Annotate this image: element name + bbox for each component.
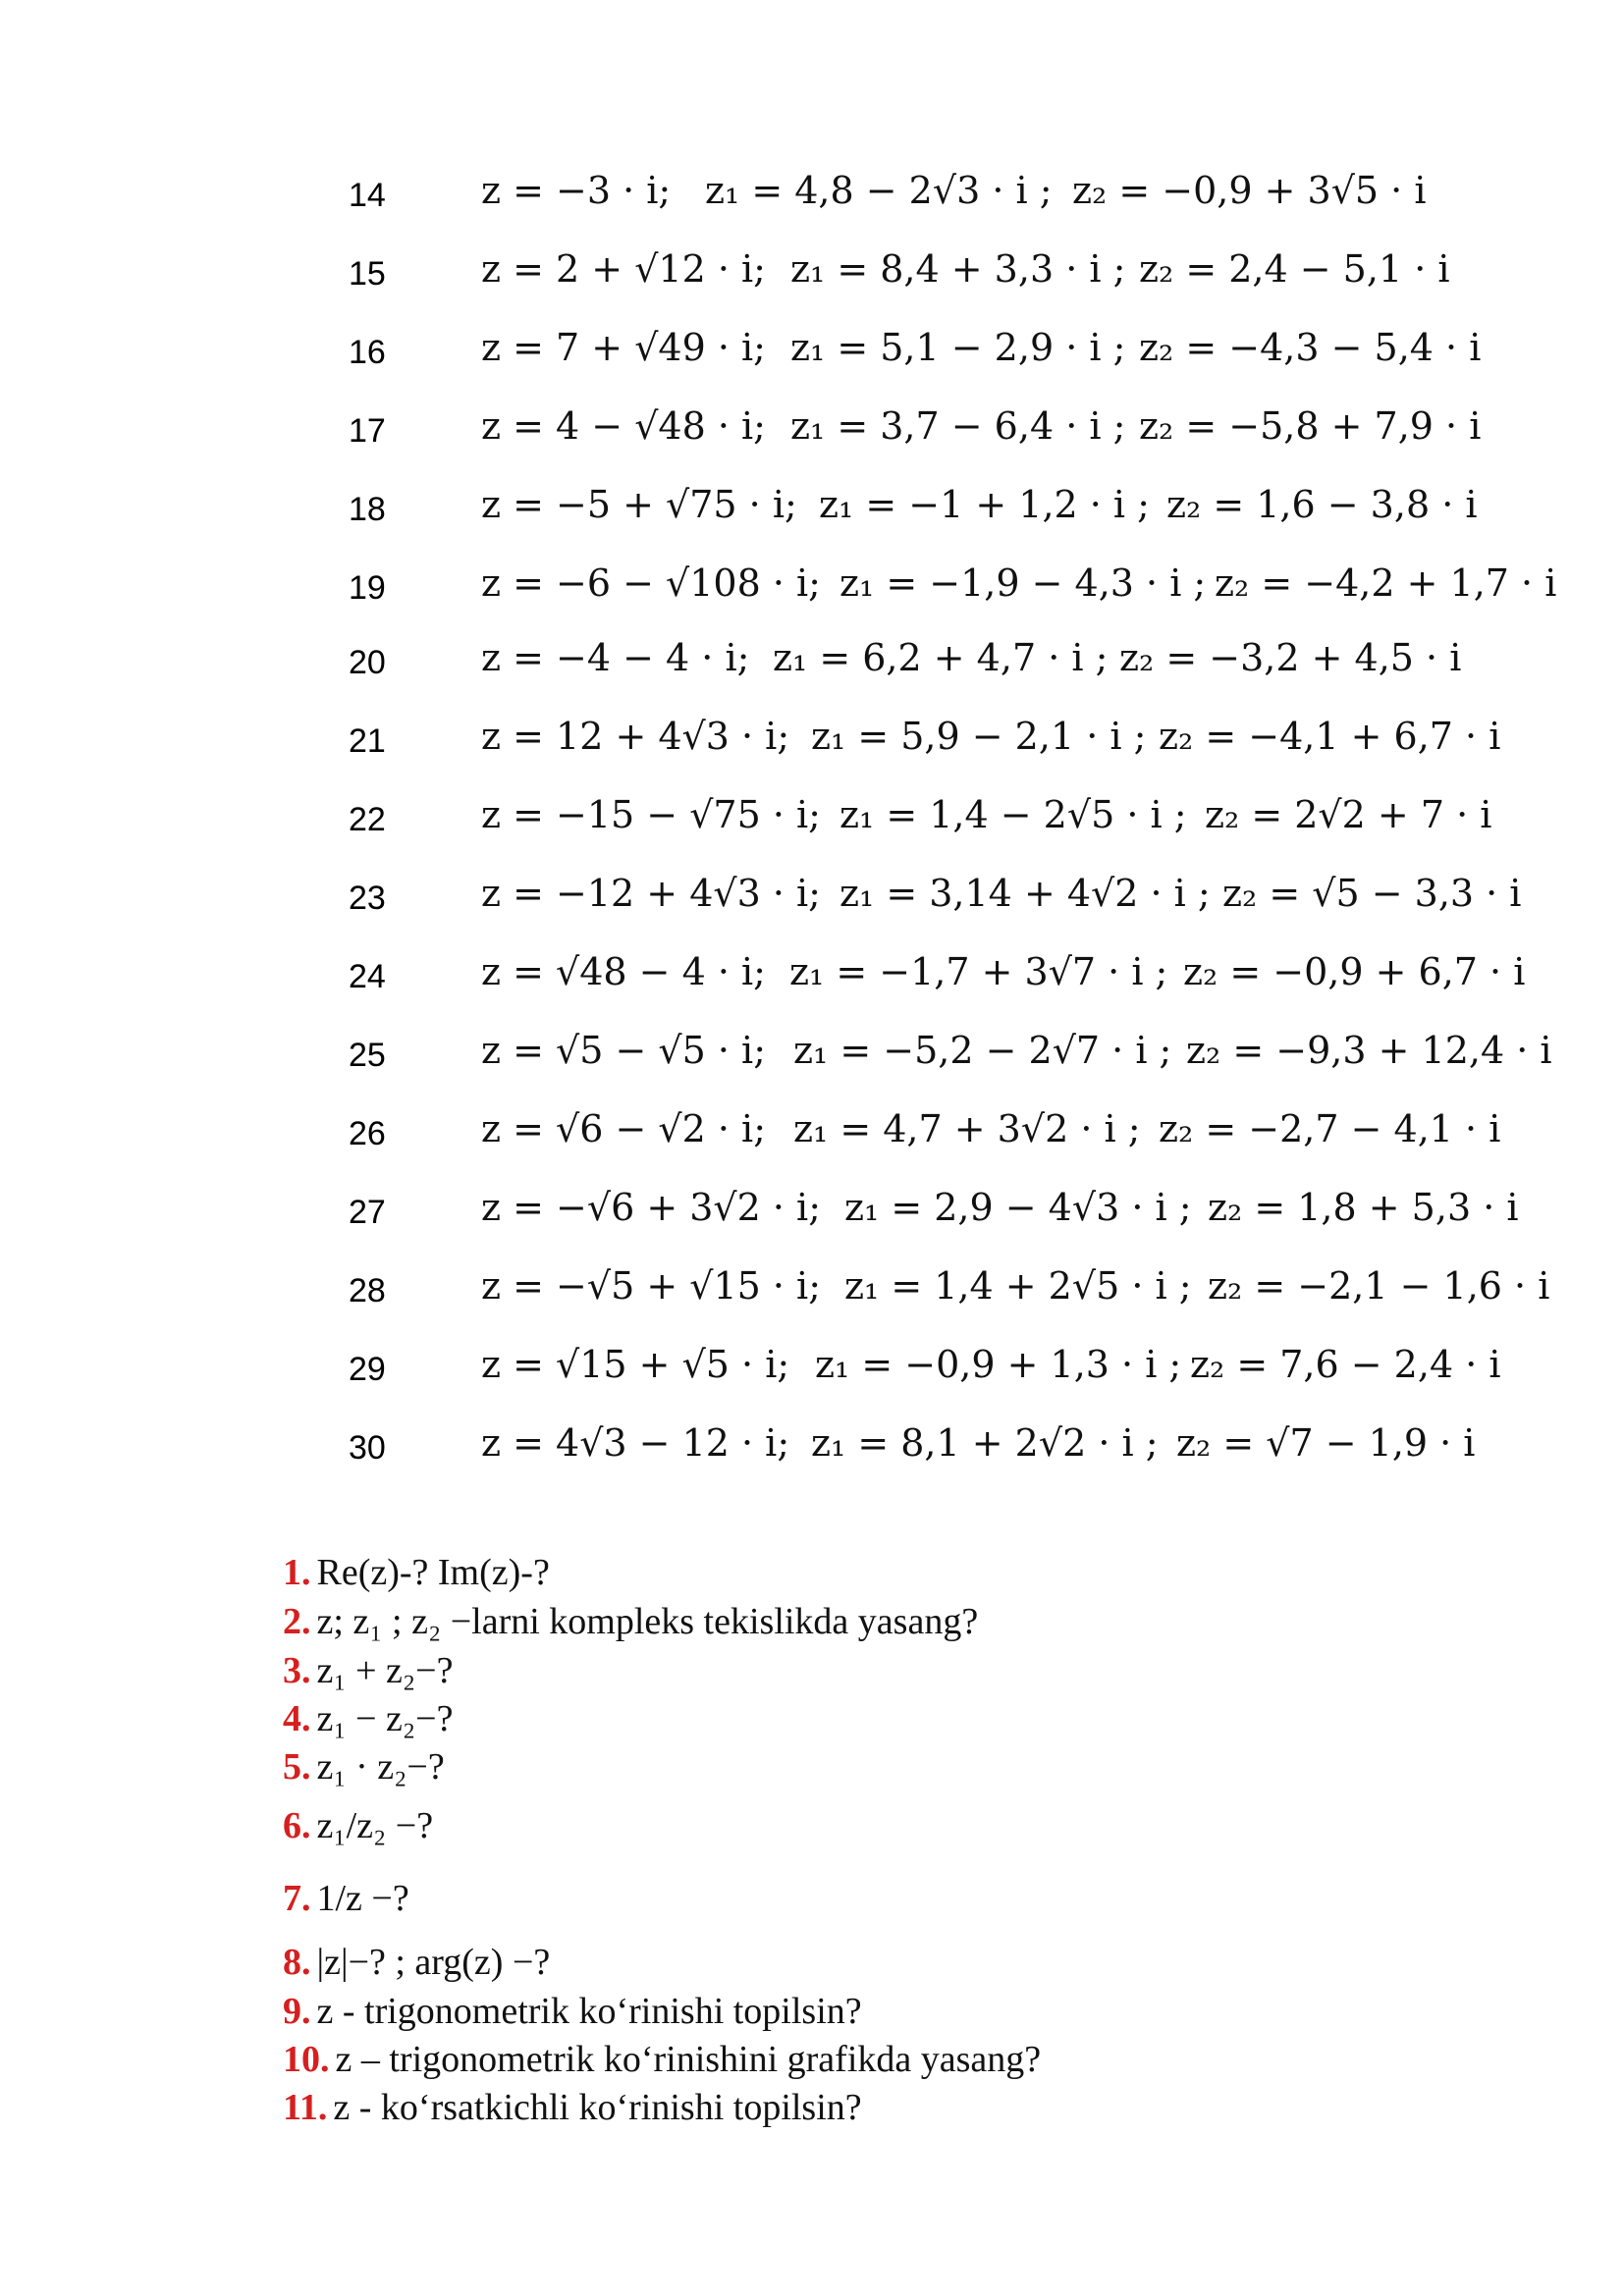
variant-row: [0, 783, 1624, 862]
z1-expression: z₁ = 5,9 − 2,1 · i ;: [811, 715, 1147, 758]
z-expression: z = −12 + 4√3 · i;: [481, 872, 821, 915]
z1-expression: z₁ = −1,7 + 3√7 · i ;: [789, 950, 1168, 993]
z1-expression: z₁ = 1,4 + 2√5 · i ;: [844, 1264, 1192, 1308]
z-expression: z = 2 + √12 · i;: [481, 247, 766, 291]
z2-expression: z₂ = −5,8 + 7,9 · i: [1139, 404, 1482, 448]
question-number: 11.: [283, 2087, 328, 2128]
variant-number: 16: [349, 334, 386, 371]
question-number: 8.: [283, 1942, 311, 1983]
variant-number: 18: [349, 491, 386, 528]
z-expression: z = −15 − √75 · i;: [481, 793, 821, 836]
z2-expression: z₂ = √7 − 1,9 · i: [1176, 1421, 1476, 1465]
variant-number: 19: [349, 569, 386, 607]
z1-expression: z₁ = 4,8 − 2√3 · i ;: [705, 169, 1053, 212]
question-number: 5.: [283, 1746, 311, 1788]
z2-expression: z₂ = −3,2 + 4,5 · i: [1119, 636, 1462, 679]
variant-number: 28: [349, 1272, 386, 1309]
variant-row: [0, 159, 1624, 238]
question-text: Re(z)-? Im(z)-?: [316, 1552, 550, 1593]
variant-number: 26: [349, 1115, 386, 1152]
question-text: z₁ − z₂−?: [316, 1698, 454, 1739]
z-expression: z = −5 + √75 · i;: [481, 483, 797, 526]
question-number: 4.: [283, 1698, 311, 1739]
question-text: z - ko‘rsatkichli ko‘rinishi topilsin?: [333, 2087, 862, 2128]
z1-expression: z₁ = 4,7 + 3√2 · i ;: [793, 1107, 1141, 1150]
question-item: [283, 1745, 445, 1789]
variant-number: 24: [349, 958, 386, 995]
variant-row: [0, 862, 1624, 940]
z1-expression: z₁ = 8,1 + 2√2 · i ;: [811, 1421, 1159, 1465]
z2-expression: z₂ = −9,3 + 12,4 · i: [1186, 1029, 1552, 1072]
z-expression: z = −3 · i;: [481, 169, 672, 212]
question-number: 2.: [283, 1601, 311, 1642]
question-number: 1.: [283, 1552, 311, 1593]
variant-row: [0, 473, 1624, 552]
variant-number: 29: [349, 1351, 386, 1388]
variant-row: [0, 395, 1624, 473]
variant-number: 30: [349, 1429, 386, 1467]
z1-expression: z₁ = 2,9 − 4√3 · i ;: [844, 1186, 1192, 1229]
z-expression: z = −√5 + √15 · i;: [481, 1264, 822, 1308]
z1-expression: z₁ = −1 + 1,2 · i ;: [819, 483, 1150, 526]
question-text: z; z₁ ; z₂ −larni kompleks tekislikda yasang?: [316, 1601, 979, 1642]
variant-number: 14: [349, 177, 386, 214]
z-expression: z = 4√3 − 12 · i;: [481, 1421, 790, 1465]
z1-expression: z₁ = −1,9 − 4,3 · i ;: [839, 561, 1207, 605]
z2-expression: z₂ = √5 − 3,3 · i: [1222, 872, 1522, 915]
question-item: [283, 1990, 862, 2033]
z2-expression: z₂ = −4,2 + 1,7 · i: [1215, 561, 1557, 605]
variant-row: [0, 1176, 1624, 1255]
question-item: [283, 1600, 978, 1643]
question-number: 7.: [283, 1878, 311, 1919]
z1-expression: z₁ = −5,2 − 2√7 · i ;: [793, 1029, 1172, 1072]
variant-row: [0, 1019, 1624, 1097]
z-expression: z = √15 + √5 · i;: [481, 1343, 790, 1386]
z2-expression: z₂ = −4,3 − 5,4 · i: [1139, 326, 1482, 369]
z-expression: z = √5 − √5 · i;: [481, 1029, 766, 1072]
question-number: 10.: [283, 2039, 330, 2080]
variant-row: [0, 1255, 1624, 1333]
z-expression: z = −√6 + 3√2 · i;: [481, 1186, 822, 1229]
question-item: [283, 1551, 550, 1594]
question-item: [283, 2038, 1041, 2081]
variant-row: [0, 1412, 1624, 1490]
z-expression: z = 4 − √48 · i;: [481, 404, 766, 448]
variant-row: [0, 1097, 1624, 1176]
z2-expression: z₂ = −0,9 + 6,7 · i: [1183, 950, 1526, 993]
question-item: [283, 1804, 433, 1847]
question-text: z₁ · z₂−?: [316, 1746, 445, 1788]
question-item: [283, 1649, 453, 1692]
variant-number: 17: [349, 412, 386, 450]
variant-row: [0, 316, 1624, 395]
question-text: z₁ + z₂−?: [316, 1650, 454, 1691]
z1-expression: z₁ = 6,2 + 4,7 · i ;: [773, 636, 1109, 679]
variant-number: 27: [349, 1194, 386, 1231]
variant-number: 25: [349, 1037, 386, 1074]
z2-expression: z₂ = 2√2 + 7 · i: [1205, 793, 1492, 836]
question-item: [283, 1697, 453, 1740]
question-item: [283, 1877, 409, 1920]
variant-row: [0, 940, 1624, 1019]
question-text: 1/z −?: [316, 1878, 409, 1919]
question-text: z – trigonometrik ko‘rinishini grafikda yasang?: [335, 2039, 1042, 2080]
z-expression: z = −6 − √108 · i;: [481, 561, 821, 605]
question-text: |z|−? ; arg(z) −?: [316, 1942, 551, 1983]
z1-expression: z₁ = 3,7 − 6,4 · i ;: [790, 404, 1126, 448]
variant-number: 20: [349, 644, 386, 681]
z1-expression: z₁ = 8,4 + 3,3 · i ;: [790, 247, 1126, 291]
z2-expression: z₂ = −4,1 + 6,7 · i: [1159, 715, 1501, 758]
variant-row: [0, 1333, 1624, 1412]
question-item: [283, 2086, 862, 2129]
z2-expression: z₂ = 2,4 − 5,1 · i: [1139, 247, 1450, 291]
z1-expression: z₁ = 1,4 − 2√5 · i ;: [839, 793, 1187, 836]
z-expression: z = √6 − √2 · i;: [481, 1107, 766, 1150]
variant-row: [0, 626, 1624, 705]
z2-expression: z₂ = 1,6 − 3,8 · i: [1166, 483, 1478, 526]
question-number: 6.: [283, 1805, 311, 1846]
z-expression: z = −4 − 4 · i;: [481, 636, 750, 679]
variant-number: 21: [349, 722, 386, 760]
z-expression: z = 12 + 4√3 · i;: [481, 715, 790, 758]
variant-row: [0, 552, 1624, 630]
z-expression: z = √48 − 4 · i;: [481, 950, 766, 993]
z2-expression: z₂ = −2,7 − 4,1 · i: [1159, 1107, 1501, 1150]
question-number: 9.: [283, 1991, 311, 2032]
z2-expression: z₂ = −2,1 − 1,6 · i: [1208, 1264, 1550, 1308]
question-item: [283, 1941, 550, 1984]
z2-expression: z₂ = 1,8 + 5,3 · i: [1208, 1186, 1519, 1229]
question-number: 3.: [283, 1650, 311, 1691]
question-text: z - trigonometrik ko‘rinishi topilsin?: [316, 1991, 862, 2032]
z1-expression: z₁ = 3,14 + 4√2 · i ;: [839, 872, 1211, 915]
variant-row: [0, 705, 1624, 783]
z1-expression: z₁ = 5,1 − 2,9 · i ;: [790, 326, 1126, 369]
z2-expression: z₂ = −0,9 + 3√5 · i: [1072, 169, 1427, 212]
variant-number: 22: [349, 801, 386, 838]
variant-number: 15: [349, 255, 386, 293]
variant-number: 23: [349, 880, 386, 917]
z1-expression: z₁ = −0,9 + 1,3 · i ;: [815, 1343, 1182, 1386]
z-expression: z = 7 + √49 · i;: [481, 326, 766, 369]
variant-row: [0, 238, 1624, 316]
question-text: z₁/z₂ −?: [316, 1805, 434, 1846]
z2-expression: z₂ = 7,6 − 2,4 · i: [1190, 1343, 1501, 1386]
